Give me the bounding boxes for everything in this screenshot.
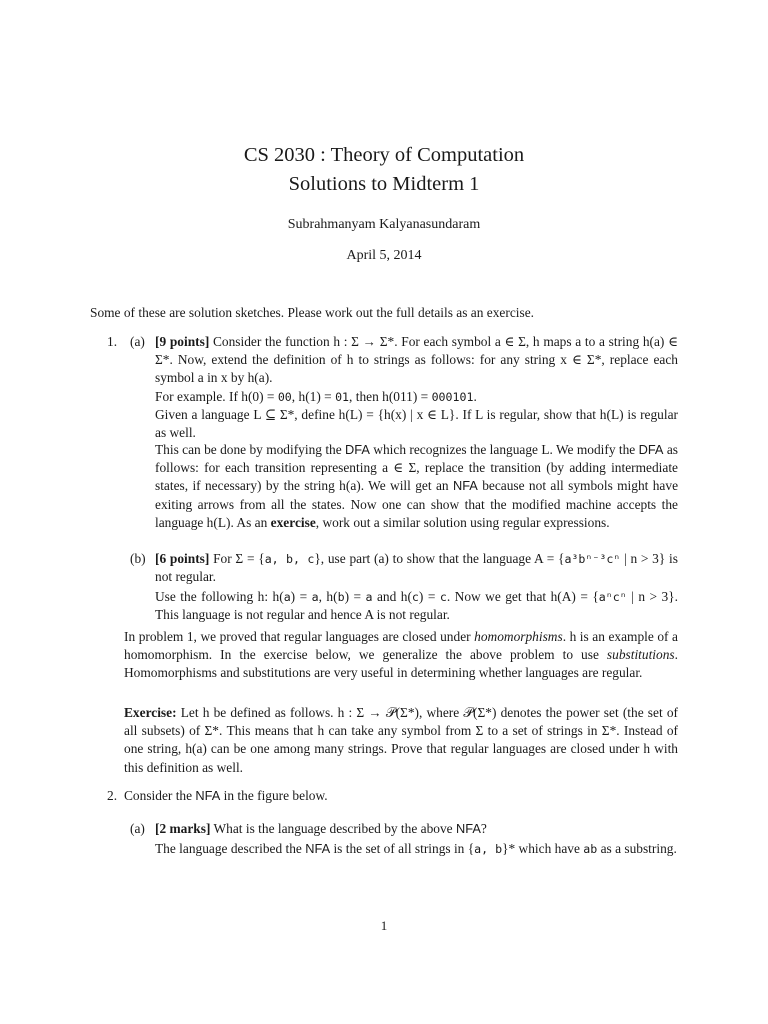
page-number: 1: [380, 918, 388, 933]
date: April 5, 2014: [346, 248, 422, 263]
q1b-points: [6 points]: [155, 551, 210, 566]
author: Subrahmanyam Kalyanasundaram: [287, 217, 481, 232]
q1a-label: (a): [130, 334, 145, 349]
q1-number: 1.: [107, 334, 118, 349]
q2-number: 2.: [107, 788, 118, 803]
q1a-points: [9 points]: [155, 334, 210, 349]
doc-title-line-1: CS 2030 : Theory of Computation: [243, 144, 525, 166]
q2a-marks: [2 marks]: [155, 821, 211, 836]
q2a-solution: The language described the NFA is the set of all strings in {a, b}* which have ab as a substring.: [155, 841, 677, 856]
q1-remark: In problem 1, we proved that regular languages are closed under homomorphisms. h is an example of a homomorphism. In the exercise below, we generalize the above problem to use substitutions. Homomorphisms and substitutions are very useful in determining whether languages are regular.: [124, 629, 678, 681]
exercise-label: Exercise:: [124, 705, 177, 720]
q2a-label: (a): [130, 821, 145, 836]
q1a-para3: Given a language L ⊆ Σ*, define h(L) = {h(x) | x ∈ L}. If L is regular, show that h(L) is regular as well.: [155, 406, 678, 441]
q1a-question: [9 points] Consider the function h : Σ → Σ*. For each symbol a ∈ Σ, h maps a to a string h(a) ∈ Σ*. Now, extend the definition of h to strings as follows: for any string x ∈ Σ*, replace each symbol a in x by h(a). For example. If h(0) = 00, h(1) = 01, then h(011) = 000101. Given a language L ⊆ Σ*, define h(L) = {h(x) | x ∈ L}. If L is regular, show that h(L) is regular as well.: [155, 333, 678, 442]
q1b-label: (b): [130, 551, 146, 566]
q1b-solution: Use the following h: h(a) = a, h(b) = a and h(c) = c. Now we get that h(A) = {aⁿcⁿ | n > 3}. This language is not regular and hence A is not regular.: [155, 589, 678, 623]
q1a-solution: This can be done by modifying the DFA which recognizes the language L. We modify the DFA as follows: for each transition representing a ∈ Σ, replace the transition (by adding intermediate states, if necessary) by the string h(a). We will get an NFA because not all symbols might have exiting arrows from all the states. Now one can show that the modified machine accepts the language h(L). As an exercise, work out a similar solution using regular expressions.: [155, 442, 679, 530]
q1a-para1: Consider the function h : Σ → Σ*. For each symbol a ∈ Σ, h maps a to a string h(a) ∈ Σ*. Now, extend the definition of h to strings as follows: for any string x ∈ Σ*, replace each symbol a in x by h(a).: [155, 334, 678, 386]
intro-text: Some of these are solution sketches. Please work out the full details as an exercise.: [90, 305, 534, 320]
q1b-question: [6 points] For Σ = {a, b, c}, use part (a) to show that the language A = {a³bⁿ⁻³cⁿ | n > 3} is not regular.: [155, 551, 678, 585]
doc-title-line-2: Solutions to Midterm 1: [288, 173, 480, 195]
q2-intro: Consider the NFA in the figure below.: [124, 788, 328, 803]
q1-exercise: Exercise: Let h be defined as follows. h : Σ → 𝒫(Σ*), where 𝒫(Σ*) denotes the power set (the set of all subsets) of Σ*. This means that h can take any symbol from Σ to a set of strings in Σ*. Instead of one string, h(a) can be one among many strings. Prove that regular languages are closed under h with this definition as well.: [124, 705, 678, 775]
q2a-question: [2 marks] What is the language described by the above NFA?: [155, 821, 487, 836]
